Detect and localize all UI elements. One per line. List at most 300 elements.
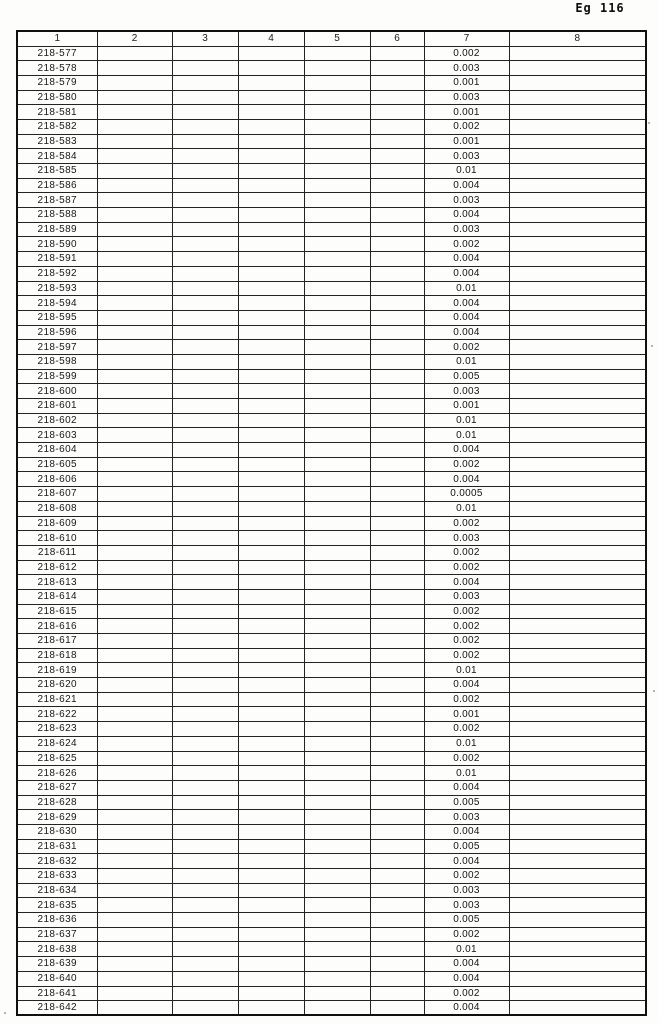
row-id-cell: 218-634: [17, 883, 97, 898]
empty-cell: [172, 678, 238, 693]
empty-cell: [238, 369, 304, 384]
empty-cell: [97, 222, 172, 237]
empty-cell: [370, 810, 424, 825]
empty-cell: [304, 252, 370, 267]
page-corner-label: Eg 116: [575, 1, 625, 15]
empty-cell: [238, 854, 304, 869]
table-row: [17, 619, 646, 634]
empty-cell: [172, 281, 238, 296]
column-header: 3: [172, 31, 238, 46]
data-table: [16, 30, 647, 1016]
empty-cell: [238, 751, 304, 766]
empty-cell: [172, 90, 238, 105]
row-id-cell: 218-579: [17, 75, 97, 90]
row-id-cell: 218-593: [17, 281, 97, 296]
row-id-cell: 218-604: [17, 443, 97, 458]
empty-cell: [304, 487, 370, 502]
table-row: [17, 193, 646, 208]
empty-cell: [238, 927, 304, 942]
table-row: [17, 399, 646, 414]
empty-cell: [97, 119, 172, 134]
row-value-cell: 0.002: [424, 722, 509, 737]
empty-cell: [509, 898, 646, 913]
row-id-cell: 218-610: [17, 531, 97, 546]
table-row: [17, 384, 646, 399]
table-row: [17, 531, 646, 546]
row-id-cell: 218-594: [17, 296, 97, 311]
empty-cell: [509, 61, 646, 76]
table-row: [17, 354, 646, 369]
empty-cell: [509, 839, 646, 854]
empty-cell: [238, 252, 304, 267]
table-row: [17, 839, 646, 854]
empty-cell: [304, 340, 370, 355]
empty-cell: [304, 927, 370, 942]
empty-cell: [370, 443, 424, 458]
row-id-cell: 218-590: [17, 237, 97, 252]
empty-cell: [304, 281, 370, 296]
row-id-cell: 218-598: [17, 354, 97, 369]
empty-cell: [97, 898, 172, 913]
table-row: [17, 678, 646, 693]
empty-cell: [238, 281, 304, 296]
empty-cell: [509, 986, 646, 1001]
empty-cell: [238, 766, 304, 781]
row-id-cell: 218-623: [17, 722, 97, 737]
row-id-cell: 218-611: [17, 545, 97, 560]
empty-cell: [97, 722, 172, 737]
table-row: [17, 237, 646, 252]
empty-cell: [172, 971, 238, 986]
row-value-cell: 0.003: [424, 898, 509, 913]
table-row: [17, 795, 646, 810]
empty-cell: [172, 692, 238, 707]
empty-cell: [172, 193, 238, 208]
empty-cell: [97, 751, 172, 766]
column-header: 1: [17, 31, 97, 46]
empty-cell: [304, 913, 370, 928]
empty-cell: [172, 957, 238, 972]
table-row: [17, 986, 646, 1001]
row-value-cell: 0.002: [424, 545, 509, 560]
empty-cell: [370, 898, 424, 913]
empty-cell: [97, 428, 172, 443]
empty-cell: [370, 413, 424, 428]
empty-cell: [370, 457, 424, 472]
empty-cell: [509, 46, 646, 61]
empty-cell: [97, 487, 172, 502]
empty-cell: [238, 692, 304, 707]
row-value-cell: 0.002: [424, 986, 509, 1001]
empty-cell: [370, 90, 424, 105]
empty-cell: [370, 105, 424, 120]
empty-cell: [370, 604, 424, 619]
empty-cell: [304, 560, 370, 575]
empty-cell: [172, 222, 238, 237]
empty-cell: [370, 751, 424, 766]
empty-cell: [509, 927, 646, 942]
empty-cell: [172, 869, 238, 884]
empty-cell: [172, 325, 238, 340]
empty-cell: [509, 193, 646, 208]
table-row: [17, 222, 646, 237]
empty-cell: [370, 193, 424, 208]
row-value-cell: 0.004: [424, 957, 509, 972]
table-row: [17, 648, 646, 663]
empty-cell: [238, 105, 304, 120]
row-id-cell: 218-605: [17, 457, 97, 472]
row-value-cell: 0.004: [424, 325, 509, 340]
empty-cell: [172, 340, 238, 355]
empty-cell: [509, 531, 646, 546]
row-id-cell: 218-612: [17, 560, 97, 575]
row-id-cell: 218-597: [17, 340, 97, 355]
column-header: 6: [370, 31, 424, 46]
empty-cell: [370, 516, 424, 531]
empty-cell: [97, 957, 172, 972]
row-id-cell: 218-640: [17, 971, 97, 986]
empty-cell: [370, 780, 424, 795]
table-row: [17, 369, 646, 384]
row-id-cell: 218-584: [17, 149, 97, 164]
empty-cell: [97, 354, 172, 369]
empty-cell: [238, 604, 304, 619]
empty-cell: [238, 428, 304, 443]
empty-cell: [97, 604, 172, 619]
empty-cell: [509, 604, 646, 619]
empty-cell: [509, 354, 646, 369]
row-value-cell: 0.004: [424, 854, 509, 869]
row-value-cell: 0.001: [424, 134, 509, 149]
row-id-cell: 218-581: [17, 105, 97, 120]
table-row: [17, 208, 646, 223]
row-value-cell: 0.001: [424, 399, 509, 414]
empty-cell: [370, 648, 424, 663]
empty-cell: [509, 149, 646, 164]
empty-cell: [304, 854, 370, 869]
empty-cell: [97, 678, 172, 693]
row-value-cell: 0.01: [424, 942, 509, 957]
empty-cell: [97, 942, 172, 957]
empty-cell: [509, 589, 646, 604]
row-value-cell: 0.003: [424, 193, 509, 208]
empty-cell: [172, 354, 238, 369]
empty-cell: [509, 237, 646, 252]
empty-cell: [304, 105, 370, 120]
row-id-cell: 218-620: [17, 678, 97, 693]
empty-cell: [304, 61, 370, 76]
row-value-cell: 0.003: [424, 810, 509, 825]
table-row: [17, 869, 646, 884]
empty-cell: [97, 252, 172, 267]
scan-speck: [651, 345, 653, 347]
row-id-cell: 218-630: [17, 824, 97, 839]
empty-cell: [304, 75, 370, 90]
empty-cell: [238, 589, 304, 604]
row-id-cell: 218-619: [17, 663, 97, 678]
empty-cell: [370, 399, 424, 414]
row-value-cell: 0.01: [424, 501, 509, 516]
empty-cell: [97, 810, 172, 825]
empty-cell: [97, 707, 172, 722]
empty-cell: [97, 869, 172, 884]
row-id-cell: 218-622: [17, 707, 97, 722]
row-value-cell: 0.003: [424, 90, 509, 105]
empty-cell: [238, 619, 304, 634]
empty-cell: [509, 457, 646, 472]
table-row: [17, 134, 646, 149]
empty-cell: [304, 443, 370, 458]
table-row: [17, 164, 646, 179]
empty-cell: [238, 501, 304, 516]
empty-cell: [370, 164, 424, 179]
empty-cell: [304, 457, 370, 472]
row-value-cell: 0.004: [424, 296, 509, 311]
empty-cell: [509, 443, 646, 458]
empty-cell: [238, 46, 304, 61]
empty-cell: [172, 252, 238, 267]
empty-cell: [370, 824, 424, 839]
row-value-cell: 0.01: [424, 281, 509, 296]
empty-cell: [370, 340, 424, 355]
empty-cell: [370, 149, 424, 164]
empty-cell: [238, 413, 304, 428]
empty-cell: [97, 531, 172, 546]
row-value-cell: 0.0005: [424, 487, 509, 502]
empty-cell: [304, 354, 370, 369]
empty-cell: [370, 266, 424, 281]
empty-cell: [238, 575, 304, 590]
empty-cell: [509, 619, 646, 634]
empty-cell: [304, 648, 370, 663]
empty-cell: [97, 619, 172, 634]
empty-cell: [370, 325, 424, 340]
table-row: [17, 252, 646, 267]
empty-cell: [172, 369, 238, 384]
table-row: [17, 149, 646, 164]
empty-cell: [304, 824, 370, 839]
empty-cell: [509, 310, 646, 325]
empty-cell: [304, 325, 370, 340]
empty-cell: [304, 839, 370, 854]
row-value-cell: 0.002: [424, 560, 509, 575]
row-value-cell: 0.003: [424, 531, 509, 546]
empty-cell: [172, 986, 238, 1001]
empty-cell: [97, 149, 172, 164]
empty-cell: [509, 487, 646, 502]
empty-cell: [238, 913, 304, 928]
empty-cell: [97, 266, 172, 281]
empty-cell: [509, 869, 646, 884]
empty-cell: [509, 325, 646, 340]
empty-cell: [509, 340, 646, 355]
empty-cell: [509, 883, 646, 898]
empty-cell: [238, 457, 304, 472]
row-id-cell: 218-628: [17, 795, 97, 810]
empty-cell: [304, 780, 370, 795]
empty-cell: [172, 575, 238, 590]
empty-cell: [238, 119, 304, 134]
empty-cell: [172, 927, 238, 942]
empty-cell: [172, 266, 238, 281]
empty-cell: [238, 222, 304, 237]
empty-cell: [370, 927, 424, 942]
empty-cell: [172, 883, 238, 898]
row-value-cell: 0.01: [424, 354, 509, 369]
empty-cell: [304, 384, 370, 399]
row-id-cell: 218-616: [17, 619, 97, 634]
empty-cell: [304, 501, 370, 516]
empty-cell: [97, 545, 172, 560]
row-value-cell: 0.003: [424, 222, 509, 237]
row-id-cell: 218-586: [17, 178, 97, 193]
empty-cell: [238, 149, 304, 164]
empty-cell: [172, 516, 238, 531]
table-row: [17, 75, 646, 90]
row-value-cell: 0.004: [424, 780, 509, 795]
empty-cell: [172, 61, 238, 76]
empty-cell: [238, 971, 304, 986]
table-row: [17, 413, 646, 428]
row-id-cell: 218-577: [17, 46, 97, 61]
table-row: [17, 942, 646, 957]
row-id-cell: 218-641: [17, 986, 97, 1001]
row-value-cell: 0.002: [424, 869, 509, 884]
empty-cell: [172, 46, 238, 61]
row-id-cell: 218-595: [17, 310, 97, 325]
table-row: [17, 751, 646, 766]
empty-cell: [509, 1001, 646, 1016]
table-row: [17, 971, 646, 986]
row-id-cell: 218-580: [17, 90, 97, 105]
empty-cell: [238, 839, 304, 854]
empty-cell: [304, 604, 370, 619]
empty-cell: [304, 722, 370, 737]
empty-cell: [509, 942, 646, 957]
row-id-cell: 218-636: [17, 913, 97, 928]
empty-cell: [172, 545, 238, 560]
row-id-cell: 218-638: [17, 942, 97, 957]
empty-cell: [172, 208, 238, 223]
empty-cell: [238, 957, 304, 972]
empty-cell: [97, 692, 172, 707]
row-id-cell: 218-588: [17, 208, 97, 223]
empty-cell: [509, 780, 646, 795]
empty-cell: [370, 384, 424, 399]
column-header: 8: [509, 31, 646, 46]
empty-cell: [304, 545, 370, 560]
row-id-cell: 218-601: [17, 399, 97, 414]
empty-cell: [370, 942, 424, 957]
empty-cell: [97, 384, 172, 399]
row-value-cell: 0.002: [424, 619, 509, 634]
row-value-cell: 0.004: [424, 310, 509, 325]
table-row: [17, 780, 646, 795]
row-id-cell: 218-642: [17, 1001, 97, 1016]
empty-cell: [97, 663, 172, 678]
empty-cell: [370, 839, 424, 854]
empty-cell: [509, 575, 646, 590]
row-value-cell: 0.004: [424, 575, 509, 590]
empty-cell: [304, 208, 370, 223]
empty-cell: [172, 619, 238, 634]
empty-cell: [97, 795, 172, 810]
row-value-cell: 0.002: [424, 604, 509, 619]
column-header: 7: [424, 31, 509, 46]
empty-cell: [304, 589, 370, 604]
row-value-cell: 0.002: [424, 119, 509, 134]
empty-cell: [370, 75, 424, 90]
empty-cell: [304, 795, 370, 810]
empty-cell: [304, 296, 370, 311]
column-header: 2: [97, 31, 172, 46]
row-id-cell: 218-592: [17, 266, 97, 281]
empty-cell: [172, 443, 238, 458]
table-row: [17, 545, 646, 560]
empty-cell: [238, 443, 304, 458]
empty-cell: [509, 854, 646, 869]
table-row: [17, 105, 646, 120]
empty-cell: [370, 61, 424, 76]
empty-cell: [238, 545, 304, 560]
table-row: [17, 487, 646, 502]
scan-speck: [648, 122, 650, 124]
empty-cell: [509, 296, 646, 311]
empty-cell: [370, 178, 424, 193]
empty-cell: [238, 560, 304, 575]
empty-cell: [97, 193, 172, 208]
empty-cell: [238, 178, 304, 193]
row-id-cell: 218-608: [17, 501, 97, 516]
empty-cell: [370, 208, 424, 223]
empty-cell: [304, 957, 370, 972]
row-id-cell: 218-599: [17, 369, 97, 384]
empty-cell: [97, 413, 172, 428]
row-id-cell: 218-582: [17, 119, 97, 134]
empty-cell: [304, 193, 370, 208]
table-row: [17, 1001, 646, 1016]
empty-cell: [370, 428, 424, 443]
empty-cell: [509, 428, 646, 443]
empty-cell: [370, 883, 424, 898]
empty-cell: [304, 575, 370, 590]
empty-cell: [304, 237, 370, 252]
empty-cell: [172, 560, 238, 575]
empty-cell: [238, 663, 304, 678]
empty-cell: [97, 824, 172, 839]
table-row: [17, 883, 646, 898]
table-row: [17, 604, 646, 619]
row-id-cell: 218-626: [17, 766, 97, 781]
empty-cell: [509, 90, 646, 105]
empty-cell: [238, 134, 304, 149]
empty-cell: [370, 634, 424, 649]
empty-cell: [509, 119, 646, 134]
empty-cell: [97, 208, 172, 223]
empty-cell: [172, 751, 238, 766]
empty-cell: [509, 178, 646, 193]
empty-cell: [304, 369, 370, 384]
empty-cell: [97, 340, 172, 355]
empty-cell: [97, 736, 172, 751]
table-row: [17, 90, 646, 105]
empty-cell: [97, 971, 172, 986]
row-id-cell: 218-602: [17, 413, 97, 428]
empty-cell: [304, 266, 370, 281]
row-id-cell: 218-617: [17, 634, 97, 649]
empty-cell: [97, 472, 172, 487]
empty-cell: [238, 237, 304, 252]
